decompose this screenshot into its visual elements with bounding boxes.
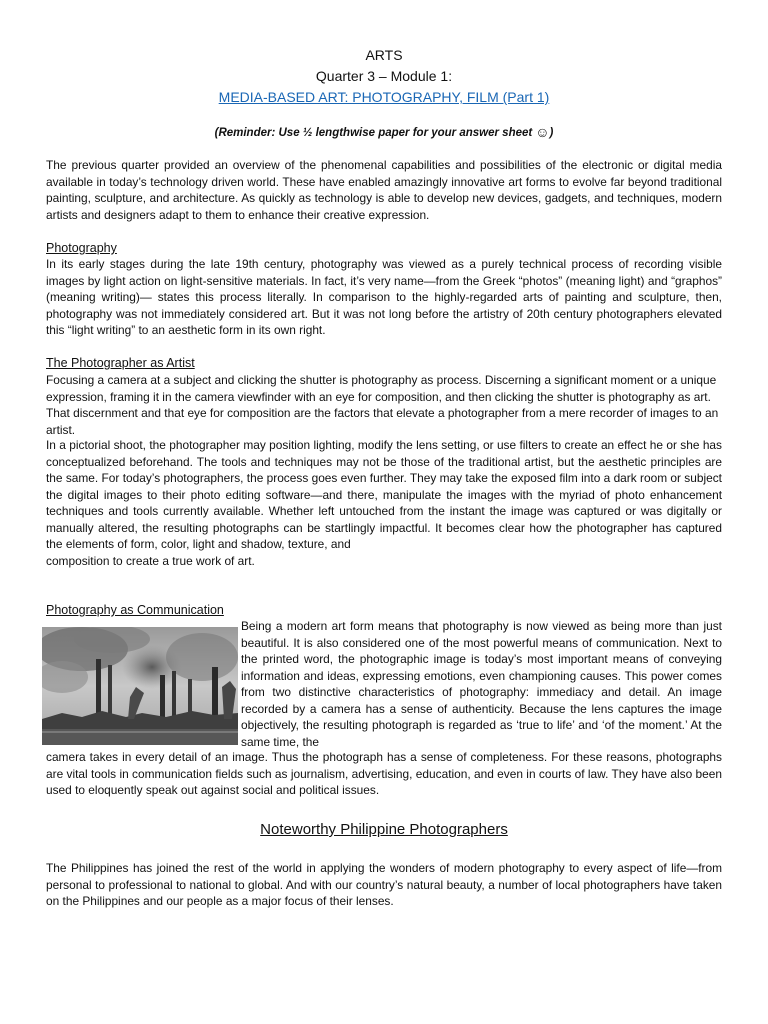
- photography-heading: Photography: [46, 241, 117, 255]
- philippine-photographers-heading-text: Noteworthy Philippine Photographers: [260, 821, 508, 838]
- communication-paragraph-right: Being a modern art form means that photography is now viewed as being more than just beautiful. It is also considered one of the most powerful means of communication. Next to the printed word, the photographic image is today’s most important means of conveying information and ideas, expressing emotions, even championing causes. This power comes from two distinctive characteristics of photography: immediacy and detail. An image recorded by a camera has a sense of authenticity. Because the lens captures the image objectively, the resulting photograph is regarded as ‘true to life’ and ‘of the moment.’ At the same time, the: [241, 619, 722, 749]
- subject-title: ARTS: [365, 47, 403, 63]
- photographer-artist-paragraph-1: Focusing a camera at a subject and clicking the shutter is photography as process. Discerning a significant moment or a unique expression, framing it in the camera viewfinder with an eye for composition, and then clicking the shutter is photography as art. That discernment and that eye for composition are the factors that elevate a photographer from a mere recorder of images to an artist.: [46, 373, 719, 437]
- reminder-close: ): [549, 127, 554, 139]
- photographer-artist-paragraph-2: [46, 437, 722, 569]
- communication-paragraph-bottom: camera takes in every detail of an image. Thus the photograph has a sense of completeness. For these reasons, photographs are vital tools in communication fields such as journalism, advertising, education, and even in courts of law. They have also been used to eloquently speak out against social and political issues.: [46, 750, 722, 797]
- philippine-photographers-paragraph: The Philippines has joined the rest of the world in applying the wonders of modern photography to every aspect of life—from personal to professional to national to global. And with our country’s natural beauty, a number of local photographers have taken on the Philippines and our people as a major focus of their lenses.: [46, 861, 722, 908]
- photographer-artist-paragraph-2-text: In a pictorial shoot, the photographer may position lighting, modify the lens setting, or use filters to create an effect he or she has conceptualized beforehand. The tools and techniques may not be those of the traditional artist, but the aesthetic principles are the same. For today’s photographers, the process goes even further. They may take the exposed film into a dark room or subject the digital images to their photo editing software—and there, manipulate the images with the myriad of photo enhancement techniques and tools currently available. Whether left untouched from the instant the image was captured or was digitally or manually altered, the resulting photographs can be startlingly impactful. It becomes clear how the photographer has captured the elements of form, color, light and shadow, texture, and: [46, 438, 722, 551]
- communication-heading: Photography as Communication: [46, 603, 224, 617]
- philippine-photographers-heading: [0, 821, 768, 839]
- reminder-text: (Reminder: Use ½ lengthwise paper for your answer sheet: [214, 127, 533, 139]
- photography-paragraph: In its early stages during the late 19th century, photography was viewed as a purely technical process of recording visible images by light action on light-sensitive materials. In fact, it’s very name—from the Greek “photos” (meaning light) and “graphos” (meaning writing)— states this process literally. In comparison to the highly-regarded arts of painting and sculpture, then, photography was not immediately considered art. But it was not long before the artistry of 20th century photographers elevated this “light writing” to an aesthetic form in its own right.: [46, 257, 722, 337]
- module-title-link[interactable]: MEDIA-BASED ART: PHOTOGRAPHY, FILM (Part 1): [218, 89, 550, 105]
- industrial-smokestacks-photo: [42, 627, 238, 745]
- reminder-note: [0, 124, 768, 141]
- module-label: Quarter 3 – Module 1:: [315, 68, 453, 84]
- photographer-artist-heading: The Photographer as Artist: [46, 356, 195, 370]
- photographer-artist-paragraph-2-end: composition to create a true work of art.: [46, 553, 255, 568]
- intro-paragraph: The previous quarter provided an overview of the phenomenal capabilities and possibilities of the electronic or digital media available in today’s technology driven world. These have enabled amazingly innovative art forms to evolve far beyond traditional painting, sculpture, and architecture. As quickly as technology is able to develop new devices, gadgets, and techniques, modern artists and designers adapt to them to enhance their creative expression.: [46, 158, 722, 222]
- smiley-icon: ☺: [535, 124, 550, 140]
